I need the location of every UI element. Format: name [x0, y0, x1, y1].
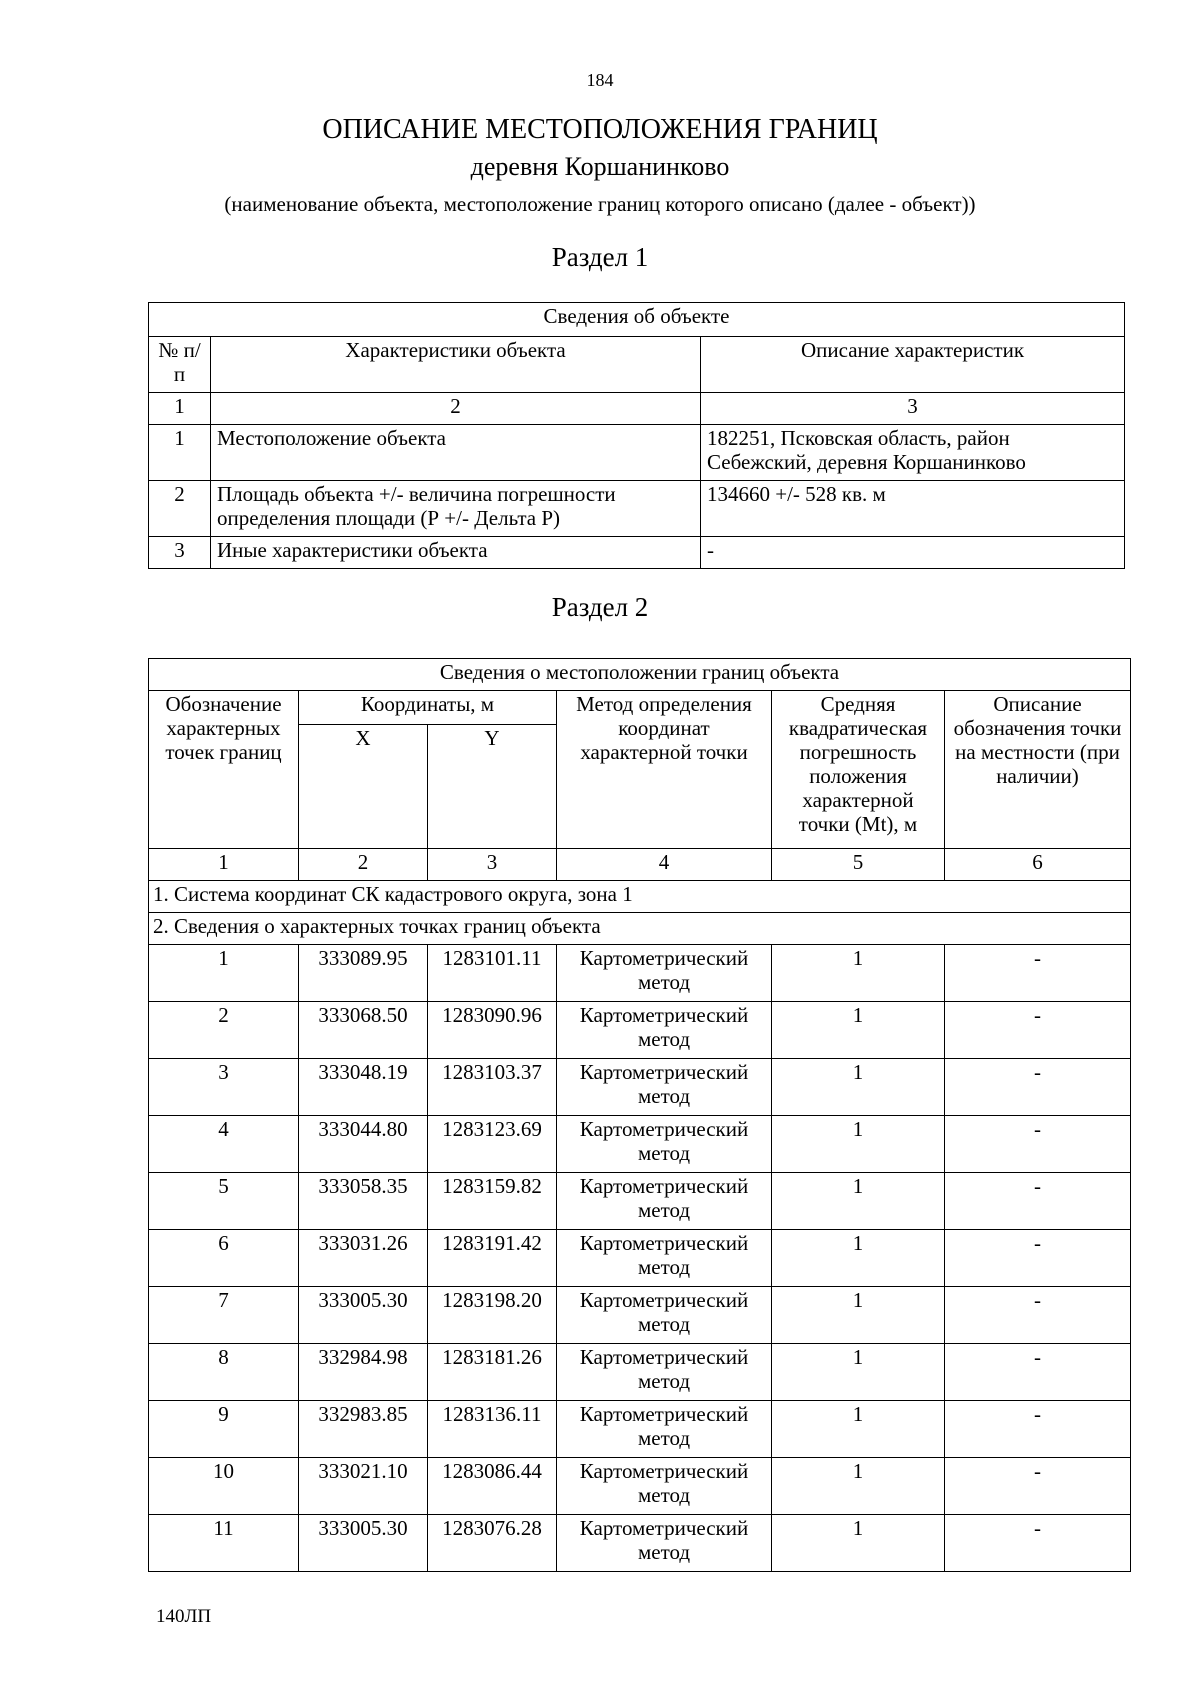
characteristic-name: Иные характеристики объекта	[211, 537, 701, 569]
point-number: 1	[149, 945, 299, 1002]
table-row	[149, 1173, 1131, 1230]
table-row	[149, 1002, 1131, 1059]
table-row	[149, 1059, 1131, 1116]
row-number: 3	[149, 537, 211, 569]
document-title: ОПИСАНИЕ МЕСТОПОЛОЖЕНИЯ ГРАНИЦ	[322, 114, 878, 145]
coordinate-method: Картометрический метод	[557, 1515, 772, 1572]
position-error: 1	[772, 945, 945, 1002]
point-description: -	[945, 1287, 1131, 1344]
point-number: 10	[149, 1458, 299, 1515]
coordinate-y: 1283086.44	[428, 1458, 557, 1515]
coordinate-y: 1283136.11	[428, 1401, 557, 1458]
position-error: 1	[772, 1116, 945, 1173]
object-caption: (наименование объекта, местоположение границ которого описано (далее - объект))	[224, 192, 976, 216]
column-number: 1	[149, 849, 299, 881]
coordinate-system-row: 1. Система координат СК кадастрового округа, зона 1	[149, 881, 1131, 913]
table-row	[149, 1230, 1131, 1287]
header-number: № п/п	[149, 337, 211, 393]
coordinate-x: 332984.98	[299, 1344, 428, 1401]
position-error: 1	[772, 1230, 945, 1287]
boundary-table-title: Сведения о местоположении границ объекта	[149, 659, 1131, 691]
position-error: 1	[772, 1515, 945, 1572]
coordinate-y: 1283101.11	[428, 945, 557, 1002]
header-point-description: Описание обозначения точки на местности (при наличии)	[945, 691, 1131, 849]
coordinate-y: 1283181.26	[428, 1344, 557, 1401]
point-description: -	[945, 945, 1131, 1002]
row-number: 2	[149, 481, 211, 537]
object-info-table	[148, 302, 1125, 569]
coordinate-method: Картометрический метод	[557, 1401, 772, 1458]
point-number: 2	[149, 1002, 299, 1059]
coordinate-method: Картометрический метод	[557, 1173, 772, 1230]
characteristic-value: -	[701, 537, 1125, 569]
column-number: 3	[701, 393, 1125, 425]
position-error: 1	[772, 1173, 945, 1230]
coordinate-y: 1283191.42	[428, 1230, 557, 1287]
point-description: -	[945, 1401, 1131, 1458]
point-number: 11	[149, 1515, 299, 1572]
characteristic-value: 182251, Псковская область, район Себежский, деревня Коршанинково	[701, 425, 1125, 481]
position-error: 1	[772, 1401, 945, 1458]
column-number: 6	[945, 849, 1131, 881]
coordinate-y: 1283159.82	[428, 1173, 557, 1230]
table-row	[149, 1344, 1131, 1401]
point-description: -	[945, 1458, 1131, 1515]
point-description: -	[945, 1515, 1131, 1572]
point-description: -	[945, 1116, 1131, 1173]
coordinate-y: 1283123.69	[428, 1116, 557, 1173]
position-error: 1	[772, 1002, 945, 1059]
characteristic-name: Местоположение объекта	[211, 425, 701, 481]
column-number: 2	[211, 393, 701, 425]
coordinate-x: 333005.30	[299, 1287, 428, 1344]
coordinate-x: 332983.85	[299, 1401, 428, 1458]
header-point: Обозначение характерных точек границ	[149, 691, 299, 849]
column-number: 5	[772, 849, 945, 881]
coordinate-x: 333021.10	[299, 1458, 428, 1515]
coordinate-x: 333031.26	[299, 1230, 428, 1287]
coordinate-method: Картометрический метод	[557, 1344, 772, 1401]
table-row	[149, 1401, 1131, 1458]
table-row	[149, 425, 1125, 481]
table-row	[149, 1287, 1131, 1344]
position-error: 1	[772, 1344, 945, 1401]
header-description: Описание характеристик	[701, 337, 1125, 393]
header-characteristic: Характеристики объекта	[211, 337, 701, 393]
header-coordinates: Координаты, м	[299, 691, 557, 725]
coordinate-method: Картометрический метод	[557, 1116, 772, 1173]
point-number: 8	[149, 1344, 299, 1401]
boundary-points-table	[148, 658, 1131, 1572]
point-number: 7	[149, 1287, 299, 1344]
position-error: 1	[772, 1287, 945, 1344]
position-error: 1	[772, 1059, 945, 1116]
column-number: 4	[557, 849, 772, 881]
table-row	[149, 481, 1125, 537]
point-number: 4	[149, 1116, 299, 1173]
point-description: -	[945, 1002, 1131, 1059]
section2-title: Раздел 2	[551, 592, 649, 622]
section1-title: Раздел 1	[551, 242, 649, 272]
column-number: 2	[299, 849, 428, 881]
column-number: 3	[428, 849, 557, 881]
coordinate-method: Картометрический метод	[557, 1230, 772, 1287]
point-description: -	[945, 1173, 1131, 1230]
point-description: -	[945, 1059, 1131, 1116]
table-row	[149, 1458, 1131, 1515]
table-row	[149, 1515, 1131, 1572]
coordinate-x: 333005.30	[299, 1515, 428, 1572]
header-method: Метод определения координат характерной точки	[557, 691, 772, 849]
point-number: 9	[149, 1401, 299, 1458]
object-info-table-title: Сведения об объекте	[149, 303, 1125, 337]
coordinate-method: Картометрический метод	[557, 945, 772, 1002]
characteristic-name: Площадь объекта +/- величина погрешности определения площади (Р +/- Дельта Р)	[211, 481, 701, 537]
point-description: -	[945, 1344, 1131, 1401]
coordinate-x: 333058.35	[299, 1173, 428, 1230]
footer-code: 140ЛП	[156, 1606, 212, 1627]
point-number: 5	[149, 1173, 299, 1230]
row-number: 1	[149, 425, 211, 481]
point-number: 3	[149, 1059, 299, 1116]
position-error: 1	[772, 1458, 945, 1515]
coordinate-y: 1283076.28	[428, 1515, 557, 1572]
coordinate-y: 1283090.96	[428, 1002, 557, 1059]
coordinate-method: Картометрический метод	[557, 1059, 772, 1116]
coordinate-x: 333048.19	[299, 1059, 428, 1116]
coordinate-method: Картометрический метод	[557, 1002, 772, 1059]
header-error: Средняя квадратическая погрешность положения характерной точки (Мt), м	[772, 691, 945, 849]
coordinate-x: 333089.95	[299, 945, 428, 1002]
column-number: 1	[149, 393, 211, 425]
coordinate-method: Картометрический метод	[557, 1458, 772, 1515]
page-number: 184	[586, 70, 614, 90]
coordinate-y: 1283103.37	[428, 1059, 557, 1116]
coordinate-x: 333044.80	[299, 1116, 428, 1173]
coordinate-y: 1283198.20	[428, 1287, 557, 1344]
header-x: X	[299, 725, 428, 849]
point-number: 6	[149, 1230, 299, 1287]
points-section-row: 2. Сведения о характерных точках границ объекта	[149, 913, 1131, 945]
coordinate-method: Картометрический метод	[557, 1287, 772, 1344]
point-description: -	[945, 1230, 1131, 1287]
table-row	[149, 537, 1125, 569]
coordinate-x: 333068.50	[299, 1002, 428, 1059]
header-y: Y	[428, 725, 557, 849]
table-row	[149, 1116, 1131, 1173]
table-row	[149, 945, 1131, 1002]
object-name: деревня Коршанинково	[470, 152, 730, 181]
characteristic-value: 134660 +/- 528 кв. м	[701, 481, 1125, 537]
